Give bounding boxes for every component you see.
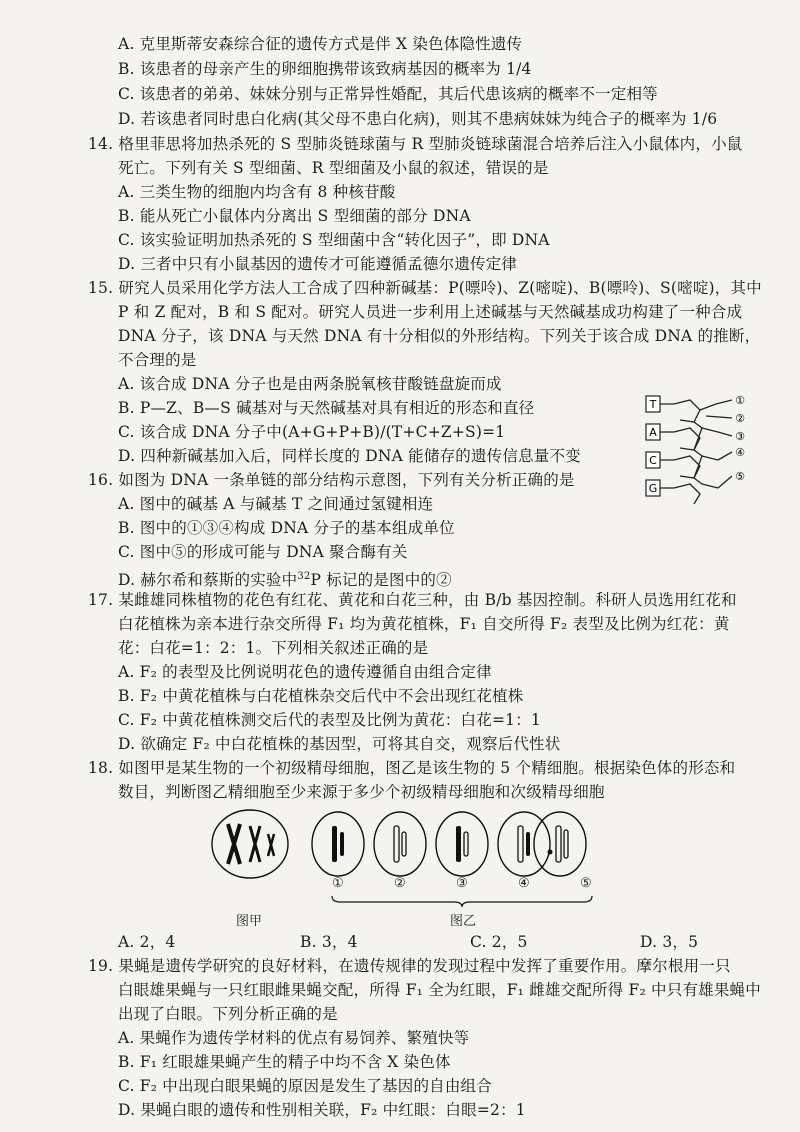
q14-option-a: A. 三类生物的细胞内均含有 8 种核苷酸 xyxy=(118,183,396,201)
chromosome-3b xyxy=(464,832,468,856)
q18-option-b: B. 3，4 xyxy=(300,933,358,951)
bracket xyxy=(332,896,592,907)
q16-stem: 16. 如图为 DNA 一条单链的部分结构示意图，下列有关分析正确的是 xyxy=(88,471,575,489)
mark-2: ② xyxy=(735,412,745,425)
q14-option-c: C. 该实验证明加热杀死的 S 型细菌中含“转化因子”，即 DNA xyxy=(118,231,550,249)
q17-stem-cont1: 白花植株为亲本进行杂交所得 F₁ 均为黄花植株，F₁ 自交所得 F₂ 表型及比例为红花：黄 xyxy=(118,615,730,633)
mark-5: ⑤ xyxy=(735,470,745,483)
base-label-a: A xyxy=(649,426,657,439)
q18-option-d: D. 3，5 xyxy=(640,933,699,951)
cell-num-1: ① xyxy=(332,876,344,891)
sperm-cell-2 xyxy=(374,812,426,876)
mark-1: ① xyxy=(735,394,745,407)
bracket-figure xyxy=(330,894,594,908)
q16-option-d-sup: 32 xyxy=(297,571,311,582)
dot-5 xyxy=(548,850,553,855)
q14-stem-cont: 死亡。下列有关 S 型细菌、R 型细菌及小鼠的叙述，错误的是 xyxy=(118,159,549,177)
chromosome-5a xyxy=(556,826,561,862)
chromosome-5b xyxy=(564,830,568,858)
q15-stem-cont3: 不合理的是 xyxy=(118,351,197,369)
base-links xyxy=(660,404,674,488)
chromosome-4a xyxy=(518,826,523,862)
q19-option-d: D. 果蝇白眼的遗传和性别相关联，F₂ 中红眼：白眼=2：1 xyxy=(118,1101,526,1119)
q13-option-b: B. 该患者的母亲产生的卵细胞携带该致病基因的概率为 1/4 xyxy=(118,60,532,78)
q19-option-a: A. 果蝇作为遗传学材料的优点有易饲养、繁殖快等 xyxy=(118,1029,470,1047)
dna-strand-figure xyxy=(640,392,750,504)
q17-stem-cont2: 花：白花=1：2：1。下列相关叙述正确的是 xyxy=(118,639,429,657)
sugar-ring-4 xyxy=(674,484,700,504)
chromosome-1a xyxy=(332,826,337,862)
chromosome-3a xyxy=(456,826,461,862)
sperm-cell-5 xyxy=(534,812,586,876)
q15-stem-cont1: P 和 Z 配对，B 和 S 配对。研究人员进一步利用上述碱基与天然碱基成功构建了一种合成 xyxy=(118,303,743,321)
cell-num-3: ③ xyxy=(456,876,468,891)
base-label-c: C xyxy=(649,454,657,467)
q19-stem-cont1: 白眼雄果蝇与一只红眼雌果蝇交配，所得 F₁ 全为红眼，F₁ 雌雄交配所得 F₂ 中只有雄果蝇中 xyxy=(118,981,761,999)
q13-option-d: D. 若该患者同时患白化病(其父母不患白化病)，则其不患病妹妹为纯合子的概率为 1/6 xyxy=(118,110,718,128)
mark-3: ③ xyxy=(735,430,745,443)
figure-b-caption: 图乙 xyxy=(450,914,477,929)
q19-stem-cont2: 出现了白眼。下列分析正确的是 xyxy=(118,1005,338,1023)
cell-num-2: ② xyxy=(394,876,406,891)
q14-stem: 14. 格里菲思将加热杀死的 S 型肺炎链球菌与 R 型肺炎链球菌混合培养后注入小鼠体内，小鼠 xyxy=(88,135,743,153)
q15-option-d: D. 四种新碱基加入后，同样长度的 DNA 能储存的遗传信息量不变 xyxy=(118,447,581,465)
chromosome-2b xyxy=(402,832,406,856)
q15-stem: 15. 研究人员采用化学方法人工合成了四种新碱基：P(嘌呤)、Z(嘧啶)、B(嘌呤)、S(嘧啶)，其中 xyxy=(88,279,762,297)
base-label-g: G xyxy=(648,482,658,495)
q16-option-b: B. 图中的①③④构成 DNA 分子的基本组成单位 xyxy=(118,519,455,537)
q18-stem-cont: 数目，判断图乙精细胞至少来源于多少个初级精母细胞和次级精母细胞 xyxy=(118,783,605,801)
q16-option-c: C. 图中⑤的形成可能与 DNA 聚合酶有关 xyxy=(118,543,408,561)
sperm-cell-3 xyxy=(436,812,488,876)
q15-option-c: C. 该合成 DNA 分子中(A+G+P+B)/(T+C+Z+S)=1 xyxy=(118,423,506,441)
figure-a-caption: 图甲 xyxy=(236,914,263,929)
q17-option-d: D. 欲确定 F₂ 中白花植株的基因型，可将其自交，观察后代性状 xyxy=(118,735,561,753)
sugar-ring-1 xyxy=(674,400,700,422)
q18-stem: 18. 如图甲是某生物的一个初级精母细胞，图乙是该生物的 5 个精细胞。根据染色体的形态和 xyxy=(88,759,736,777)
q14-option-b: B. 能从死亡小鼠体内分离出 S 型细菌的部分 DNA xyxy=(118,207,471,225)
sperm-cell-5-figure xyxy=(530,806,590,886)
q16-option-d-pre: D. 赫尔希和蔡斯的实验中 xyxy=(118,571,298,590)
q14-option-d: D. 三者中只有小鼠基因的遗传才可能遵循孟德尔遗传定律 xyxy=(118,255,518,273)
q16-option-d-post: P 标记的是图中的② xyxy=(310,571,452,590)
q16-option-a: A. 图中的碱基 A 与碱基 T 之间通过氢键相连 xyxy=(118,495,434,513)
chromosome-pair-1 xyxy=(228,824,240,864)
q19-stem: 19. 果蝇是遗传学研究的良好材料，在遗传规律的发现过程中发挥了重要作用。摩尔根用一只 xyxy=(88,957,731,975)
cell-num-4: ④ xyxy=(518,876,530,891)
q13-option-a: A. 克里斯蒂安森综合征的遗传方式是伴 X 染色体隐性遗传 xyxy=(118,35,523,53)
q15-option-b: B. P—Z、B—S 碱基对与天然碱基对具有相近的形态和直径 xyxy=(118,399,535,417)
chromosome-pair-3 xyxy=(268,834,274,856)
q19-option-b: B. F₁ 红眼雄果蝇产生的精子中均不含 X 染色体 xyxy=(118,1053,451,1071)
phosphodiester-bonds xyxy=(694,422,702,484)
q17-option-b: B. F₂ 中黄花植株与白花植株杂交后代中不会出现红花植株 xyxy=(118,687,524,705)
chromosome-2a xyxy=(394,826,399,862)
base-label-t: T xyxy=(649,398,657,411)
q17-option-a: A. F₂ 的表型及比例说明花色的遗传遵循自由组合定律 xyxy=(118,663,492,681)
q18-option-c: C. 2，5 xyxy=(470,933,528,951)
chromosome-1b xyxy=(340,832,344,856)
q16-option-d xyxy=(118,566,452,591)
leader-lines xyxy=(706,400,732,488)
q18-option-a: A. 2，4 xyxy=(118,933,176,951)
q15-option-a: A. 该合成 DNA 分子也是由两条脱氧核苷酸链盘旋而成 xyxy=(118,375,502,393)
q19-option-c: C. F₂ 中出现白眼果蝇的原因是发生了基因的自由组合 xyxy=(118,1077,492,1095)
chromosome-pair-2 xyxy=(250,826,260,862)
cell-num-5: ⑤ xyxy=(580,876,592,891)
sugar-ring-3 xyxy=(674,456,700,478)
q13-option-c: C. 该患者的弟弟、妹妹分别与正常异性婚配，其后代患该病的概率不一定相等 xyxy=(118,85,658,103)
sperm-cell-1 xyxy=(312,812,364,876)
primary-spermatocyte-cell xyxy=(212,810,288,878)
q17-option-c: C. F₂ 中黄花植株测交后代的表型及比例为黄花：白花=1：1 xyxy=(118,711,541,729)
sugar-ring-2 xyxy=(674,428,700,450)
q15-stem-cont2: DNA 分子，该 DNA 与天然 DNA 有十分相似的外形结构。下列关于该合成 DNA 的推断， xyxy=(118,327,761,345)
q17-stem: 17. 某雌雄同株植物的花色有红花、黄花和白花三种，由 B/b 基因控制。科研人员选用红花和 xyxy=(88,591,737,609)
mark-4: ④ xyxy=(735,446,745,459)
